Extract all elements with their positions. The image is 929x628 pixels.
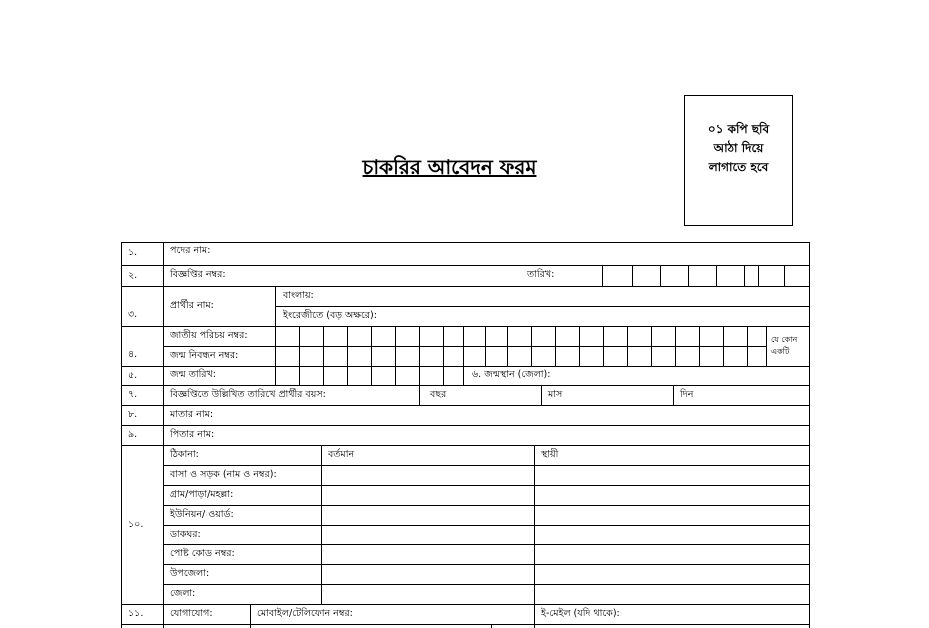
table-rule — [163, 485, 809, 486]
applicant-name-label: প্রার্থীর নাম: — [170, 300, 214, 311]
serial-8: ৮. — [128, 409, 138, 420]
father-name-label: পিতার নাম: — [170, 429, 215, 440]
table-rule — [675, 326, 676, 366]
age-label: বিজ্ঞপ্তিতে উল্লিখিত তারিখে প্রার্থীর বয়স: — [170, 389, 326, 400]
table-rule — [673, 385, 674, 405]
table-rule — [275, 306, 809, 307]
table-rule — [395, 326, 396, 385]
table-rule — [463, 326, 464, 385]
photo-note-line-3: লাগাতে হবে — [708, 160, 769, 174]
table-rule — [121, 604, 809, 605]
table-rule — [485, 326, 486, 366]
serial-1: ১. — [128, 247, 138, 258]
table-rule — [321, 445, 322, 604]
village-label: গ্রাম/পাড়া/মহল্লা: — [170, 489, 234, 500]
table-rule — [371, 326, 372, 385]
permanent-address-header: স্থায়ী — [541, 449, 559, 460]
post-office-label: ডাকঘর: — [170, 529, 201, 540]
any-one-note-2: একটি — [771, 347, 790, 356]
table-rule — [651, 326, 652, 366]
nid-label: জাতীয় পরিচয় নম্বর: — [170, 330, 248, 341]
serial-4: ৪. — [128, 349, 138, 360]
table-rule — [121, 286, 809, 287]
serial-7: ৭. — [128, 389, 138, 400]
present-address-header: বর্তমান — [328, 449, 355, 460]
table-rule — [299, 326, 300, 385]
table-rule — [784, 265, 785, 286]
dob-label: জন্ম তারিখ: — [170, 369, 216, 380]
table-rule — [603, 326, 604, 366]
table-rule — [491, 624, 492, 628]
any-one-note-1: যে কোন — [771, 335, 798, 344]
serial-2: ২. — [128, 270, 138, 281]
mobile-label: মোবাইল/টেলিফোন নম্বর: — [257, 608, 353, 619]
table-rule — [163, 584, 809, 585]
table-rule — [163, 465, 809, 466]
table-rule — [419, 326, 420, 385]
table-rule — [716, 265, 717, 286]
table-rule — [723, 326, 724, 366]
table-rule — [121, 366, 809, 367]
birth-reg-label: জন্ম নিবন্ধন নম্বর: — [170, 350, 239, 361]
name-english-label: ইংরেজীতে (বড় অক্ষরে): — [283, 310, 377, 321]
contact-label: যোগাযোগ: — [170, 608, 213, 619]
table-rule — [660, 265, 661, 286]
district-label: জেলা: — [170, 588, 196, 599]
table-rule — [121, 405, 809, 406]
table-rule — [121, 385, 809, 386]
table-rule — [163, 242, 164, 628]
table-rule — [555, 326, 556, 366]
table-rule — [579, 326, 580, 366]
table-rule — [121, 242, 809, 243]
table-rule — [443, 326, 444, 385]
post-code-label: পোষ্ট কোড নম্বর: — [170, 548, 235, 559]
table-rule — [121, 445, 809, 446]
table-rule — [507, 326, 508, 366]
union-ward-label: ইউনিয়ন/ ওয়ার্ড: — [170, 509, 234, 520]
table-rule — [250, 604, 251, 628]
email-label: ই-মেইল (যদি থাকে): — [541, 608, 620, 619]
table-rule — [163, 544, 809, 545]
address-label: ঠিকানা: — [170, 449, 199, 460]
table-rule — [602, 265, 603, 286]
table-rule — [121, 425, 809, 426]
table-rule — [758, 265, 759, 286]
serial-9: ৯. — [128, 429, 138, 440]
house-road-label: বাসা ও সড়ক (নাম ও নম্বর): — [170, 469, 277, 480]
age-month-label: মাস — [548, 389, 563, 400]
table-rule — [688, 265, 689, 286]
table-rule — [809, 242, 810, 628]
serial-10: ১০. — [128, 519, 144, 530]
table-rule — [699, 326, 700, 366]
table-rule — [275, 286, 276, 326]
table-rule — [531, 326, 532, 366]
serial-11: ১১. — [128, 608, 144, 619]
table-rule — [275, 326, 276, 385]
photo-note-line-2: আঠা দিয়ে — [713, 141, 764, 155]
table-rule — [121, 265, 809, 266]
table-rule — [121, 624, 809, 625]
mother-name-label: মাতার নাম: — [170, 409, 214, 420]
serial-5: ৫. — [128, 370, 138, 381]
age-year-label: বছর — [430, 389, 447, 400]
table-rule — [534, 445, 535, 628]
table-rule — [419, 385, 420, 405]
table-rule — [163, 564, 809, 565]
table-rule — [323, 326, 324, 385]
table-rule — [347, 326, 348, 385]
table-rule — [163, 525, 809, 526]
age-day-label: দিন — [680, 389, 694, 400]
form-title: চাকরির আবেদন ফরম — [362, 155, 537, 179]
name-bangla-label: বাংলায়: — [283, 290, 314, 301]
photo-note-line-1: ০১ কপি ছবি — [707, 122, 770, 136]
table-rule — [121, 242, 122, 628]
table-rule — [632, 265, 633, 286]
table-rule — [747, 326, 748, 366]
table-rule — [163, 505, 809, 506]
table-rule — [541, 385, 542, 405]
table-rule — [766, 326, 767, 366]
table-rule — [744, 265, 745, 286]
date-label: তারিখ: — [527, 269, 555, 280]
table-rule — [121, 326, 809, 327]
birthplace-label: ৬. জন্মস্থান (জেলা): — [472, 369, 551, 380]
post-name-label: পদের নাম: — [170, 245, 211, 256]
ad-number-label: বিজ্ঞপ্তির নম্বর: — [170, 269, 226, 280]
table-rule — [627, 326, 628, 366]
upazila-label: উপজেলা: — [170, 568, 210, 579]
serial-3: ৩. — [128, 309, 138, 320]
